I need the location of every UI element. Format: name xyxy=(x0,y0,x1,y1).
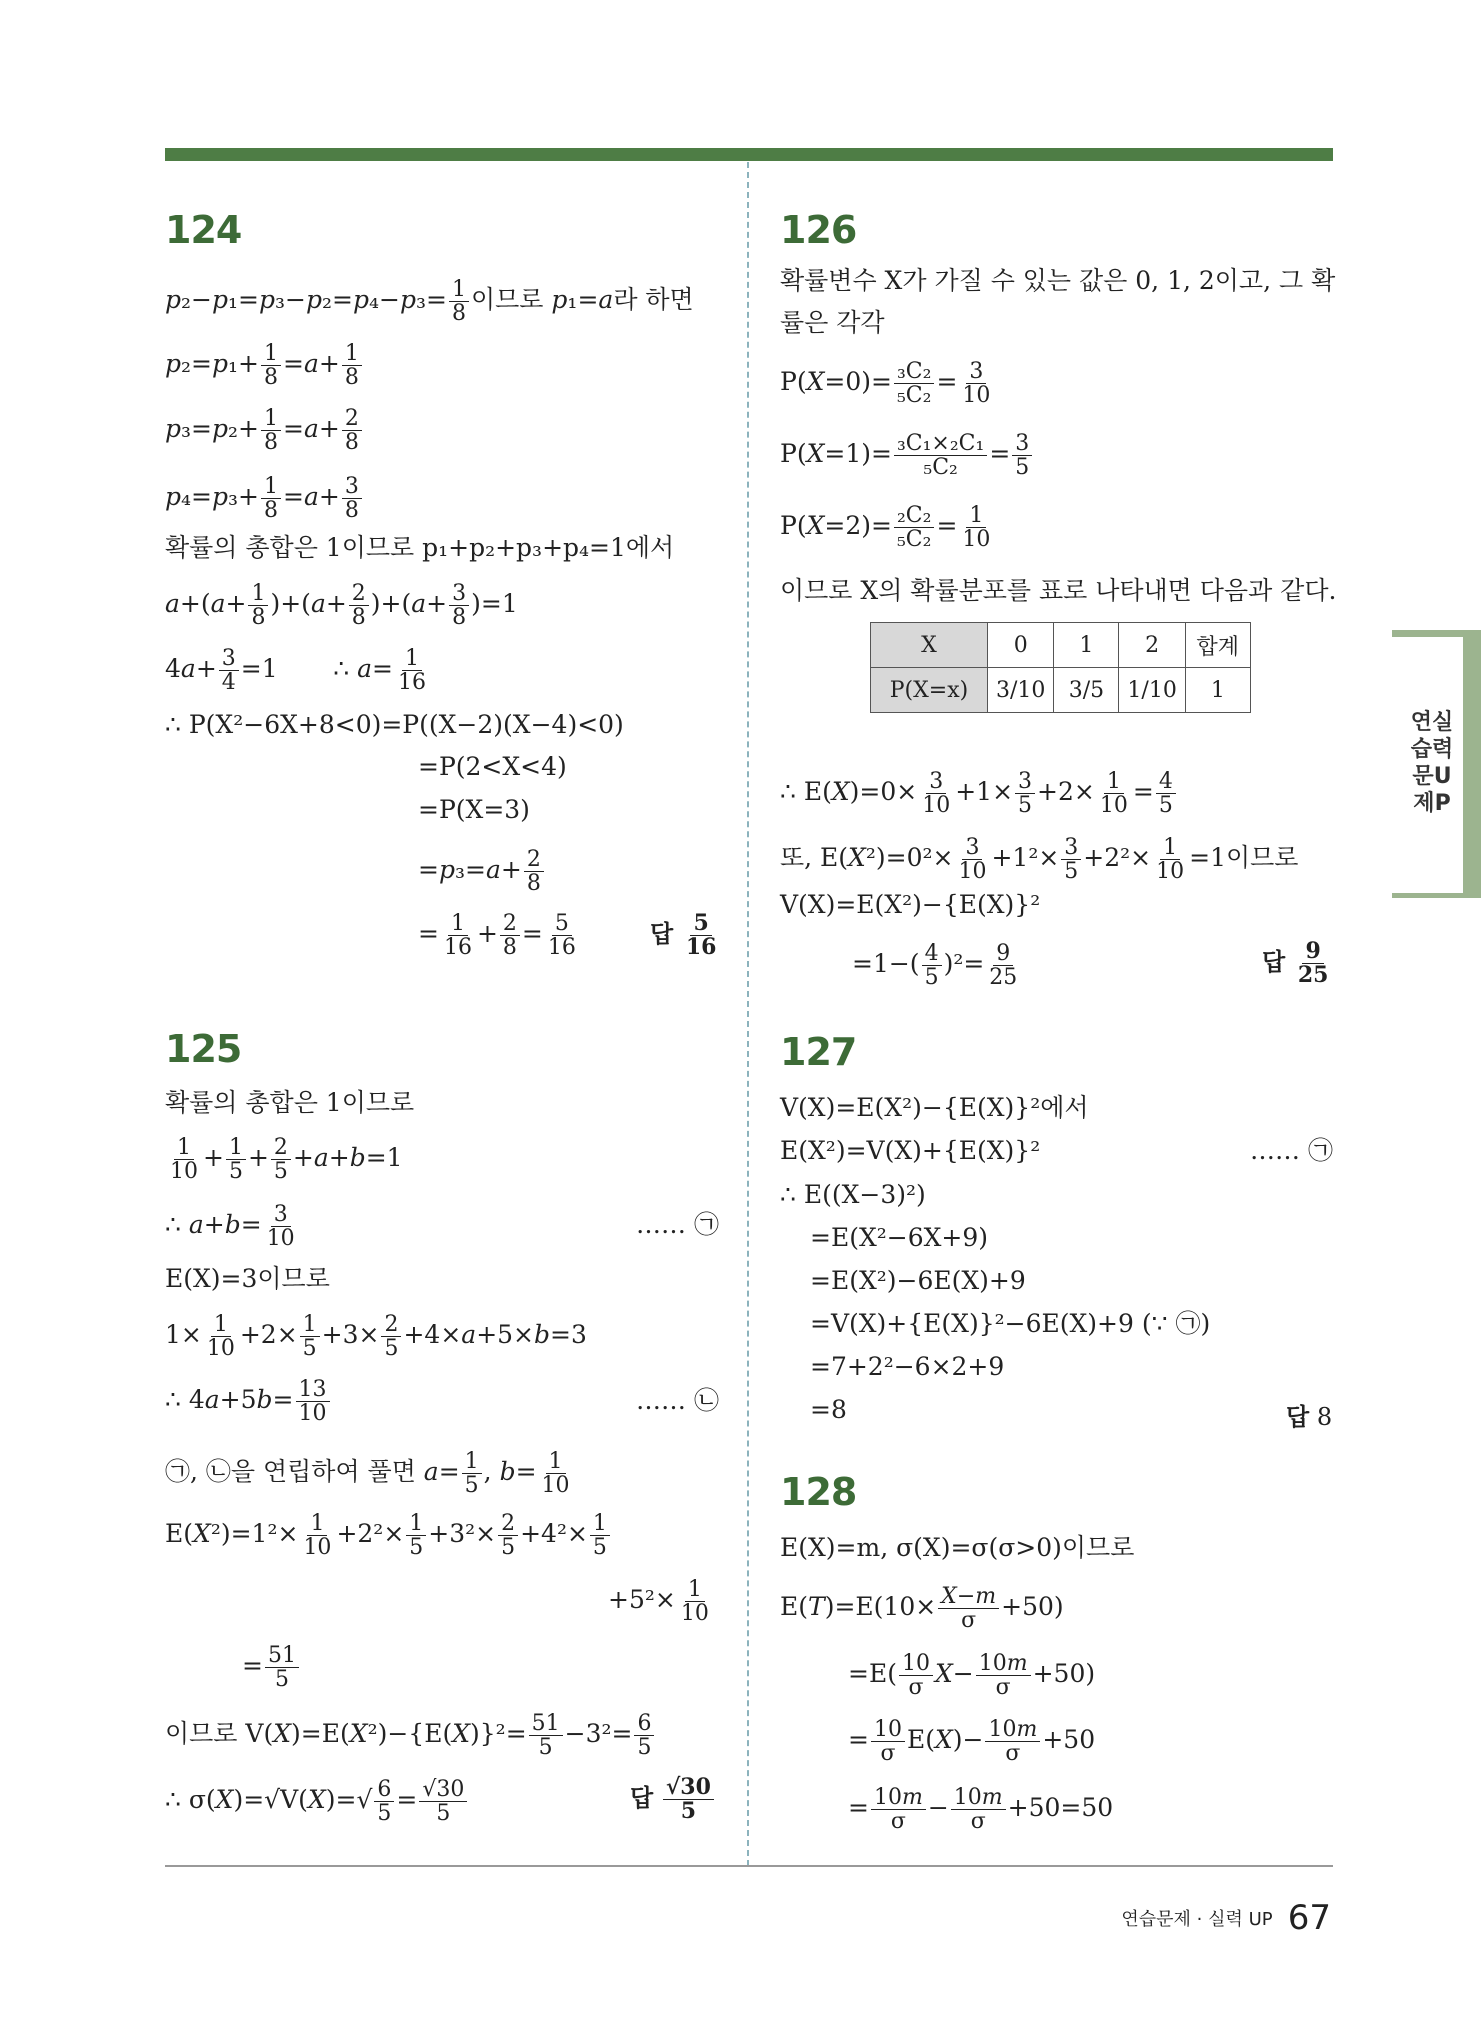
problem-number-127: 127 xyxy=(780,1030,857,1074)
p124-line-9: =P(2<X<4) xyxy=(418,752,567,781)
p126-line-3: P(X=0)= $\frac{\text{₃C₂}}{\text{₅C₂}}$ = $\frac{3}{10}$ xyxy=(780,359,991,409)
table-cell: 1/10 xyxy=(1119,668,1185,713)
p126-line-1: 확률변수 X가 가질 수 있는 값은 0, 1, 2이고, 그 확 xyxy=(780,266,1336,295)
problem-number-126: 126 xyxy=(780,208,857,252)
top-accent-bar xyxy=(165,148,1333,161)
p124-line-1: p₂−p₁=p₃−p₂=p₄−p₃= $\frac{1}{8}$ 이므로 p₁=a라 하면 xyxy=(165,277,694,327)
p126-line-5: P(X=2)= $\frac{\text{₂C₂}}{\text{₅C₂}}$ = $\frac{1}{10}$ xyxy=(780,503,991,553)
table-cell: 1 xyxy=(1054,623,1119,668)
bottom-rule xyxy=(165,1865,1333,1867)
p124-line-4: p₄=p₃+ $\frac{1}{8}$ =a+ $\frac{3}{8}$ xyxy=(165,475,364,522)
p125-line-6: 1× $\frac{1}{10}$ +2× $\frac{1}{5}$ +3× $\frac{2}{5}$ +4×a+5×b=3 xyxy=(165,1312,587,1362)
table-cell: 3/10 xyxy=(988,668,1054,713)
p125-marker-2: …… ㉡ xyxy=(636,1386,719,1415)
p125-marker-1: …… ㉠ xyxy=(636,1210,719,1239)
p127-line-1: V(X)=E(X²)−{E(X)}²에서 xyxy=(780,1093,1089,1122)
p124-line-6: a+(a+ $\frac{1}{8}$ )+(a+ $\frac{2}{8}$ )+(a+ $\frac{3}{8}$ )=1 xyxy=(165,581,518,631)
probability-table xyxy=(870,622,1251,713)
p125-line-10: E(X²)=1²× $\frac{1}{10}$ +2²× $\frac{1}{5}$ +3²× $\frac{2}{5}$ +4²× $\frac{1}{5}$ xyxy=(165,1512,612,1559)
p126-line-6: 이므로 X의 확률분포를 표로 나타내면 다음과 같다. xyxy=(780,576,1337,605)
section-side-tab xyxy=(1392,630,1481,898)
p125-line-3: ∴ a+b= $\frac{3}{10}$ xyxy=(165,1202,295,1252)
p124-line-8: ∴ P(X²−6X+8<0)=P((X−2)(X−4)<0) xyxy=(165,710,624,739)
p125-line-9: ㉠, ㉡을 연립하여 풀면 a= $\frac{1}{5}$ , b= $\frac{1}{10}$ xyxy=(165,1449,570,1499)
p127-marker-1: …… ㉠ xyxy=(1250,1136,1333,1165)
p124-line-12: = $\frac{1}{16}$ + $\frac{2}{8}$ = $\frac{5}{16}$ xyxy=(418,911,576,961)
p127-line-9: =8 xyxy=(810,1395,847,1424)
problem-number-124: 124 xyxy=(165,208,242,252)
p127-line-8: =7+2²−6×2+9 xyxy=(810,1352,1005,1381)
problem-number-125: 125 xyxy=(165,1027,242,1071)
p124-line-5: 확률의 총합은 1이므로 p₁+p₂+p₃+p₄=1에서 xyxy=(165,533,675,562)
table-header-row xyxy=(871,623,1251,668)
p125-answer: 답 $\frac{√30}{5}$ xyxy=(630,1776,716,1823)
p128-line-4: = $\frac{10}{\sigma}$ E(X)− $\frac{10m}{\sigma}$ +50 xyxy=(848,1717,1096,1767)
p124-line-10: =P(X=3) xyxy=(418,795,530,824)
page-footer xyxy=(1121,1898,1331,1938)
p124-line-7: 4a+ $\frac{3}{4}$ =1 ∴ a= $\frac{1}{16}$ xyxy=(165,646,426,696)
p126-line-10: =1−( $\frac{4}{5}$ )²= $\frac{9}{25}$ xyxy=(852,941,1018,991)
side-tab-label: 연실 습력 문U 제P xyxy=(1410,710,1454,816)
p126-line-2: 률은 각각 xyxy=(780,308,885,337)
column-divider xyxy=(747,162,749,1866)
p126-line-8: 또, E(X²)=0²× $\frac{3}{10}$ +1²× $\frac{3}{5}$ +2²× $\frac{1}{10}$ =1이므로 xyxy=(780,835,1299,885)
p125-line-5: E(X)=3이므로 xyxy=(165,1264,330,1293)
p126-line-7: ∴ E(X)=0× $\frac{3}{10}$ +1× $\frac{3}{5}$ +2× $\frac{1}{10}$ = $\frac{4}{5}$ xyxy=(780,770,1178,817)
p126-line-4: P(X=1)= $\frac{\text{₃C₁×₂C₁}}{\text{₅C₂}}$ = $\frac{3}{5}$ xyxy=(780,432,1034,479)
table-cell: 2 xyxy=(1119,623,1185,668)
p125-line-13: 이므로 V(X)=E(X²)−{E(X)}²= $\frac{51}{5}$ −3²= $\frac{6}{5}$ xyxy=(165,1712,656,1759)
p127-line-4: ∴ E((X−3)²) xyxy=(780,1180,926,1209)
table-cell: X xyxy=(871,623,988,668)
table-row xyxy=(871,668,1251,713)
p125-line-12: = $\frac{51}{5}$ xyxy=(242,1644,301,1691)
p126-line-9: V(X)=E(X²)−{E(X)}² xyxy=(780,890,1041,919)
p128-line-2: E(T)=E(10× $\frac{X-m}{\sigma}$ +50) xyxy=(780,1584,1064,1634)
table-cell: 0 xyxy=(988,623,1054,668)
table-cell: P(X=x) xyxy=(871,668,988,713)
p125-line-14: ∴ σ(X)=√V(X)=√ $\frac{6}{5}$ = $\frac{√30}{5}$ xyxy=(165,1778,469,1825)
page-number: 67 xyxy=(1287,1898,1331,1938)
p126-answer: 답 $\frac{9}{25}$ xyxy=(1262,938,1329,989)
p127-answer: 답 8 xyxy=(1286,1403,1333,1431)
p125-line-11: +5²× $\frac{1}{10}$ xyxy=(608,1577,709,1627)
p124-line-3: p₃=p₂+ $\frac{1}{8}$ =a+ $\frac{2}{8}$ xyxy=(165,407,364,454)
p128-line-1: E(X)=m, σ(X)=σ(σ>0)이므로 xyxy=(780,1533,1135,1562)
table-cell: 3/5 xyxy=(1054,668,1119,713)
p127-line-6: =E(X²)−6E(X)+9 xyxy=(810,1266,1026,1295)
footer-section-label: 연습문제 · 실력 UP xyxy=(1121,1909,1273,1930)
p124-line-11: =p₃=a+ $\frac{2}{8}$ xyxy=(418,848,546,895)
p125-line-2: $\frac{1}{10}$ + $\frac{1}{5}$ + $\frac{2}{5}$ +a+b=1 xyxy=(170,1135,403,1185)
table-cell: 1 xyxy=(1185,668,1250,713)
p128-line-5: = $\frac{10m}{\sigma}$ − $\frac{10m}{\sigma}$ +50=50 xyxy=(848,1785,1114,1835)
p125-line-7: ∴ 4a+5b= $\frac{13}{10}$ xyxy=(165,1378,332,1425)
table-cell: 합계 xyxy=(1185,623,1250,668)
problem-number-128: 128 xyxy=(780,1470,857,1514)
p127-line-7: =V(X)+{E(X)}²−6E(X)+9 (∵ ㉠) xyxy=(810,1309,1211,1338)
p127-line-2: E(X²)=V(X)+{E(X)}² xyxy=(780,1136,1041,1165)
p124-answer: 답 $\frac{5}{16}$ xyxy=(650,910,717,961)
p125-line-1: 확률의 총합은 1이므로 xyxy=(165,1088,415,1117)
p128-line-3: =E( $\frac{10}{\sigma}$ X− $\frac{10m}{\sigma}$ +50) xyxy=(848,1651,1096,1701)
p124-line-2: p₂=p₁+ $\frac{1}{8}$ =a+ $\frac{1}{8}$ xyxy=(165,342,364,389)
p127-line-5: =E(X²−6X+9) xyxy=(810,1223,989,1252)
